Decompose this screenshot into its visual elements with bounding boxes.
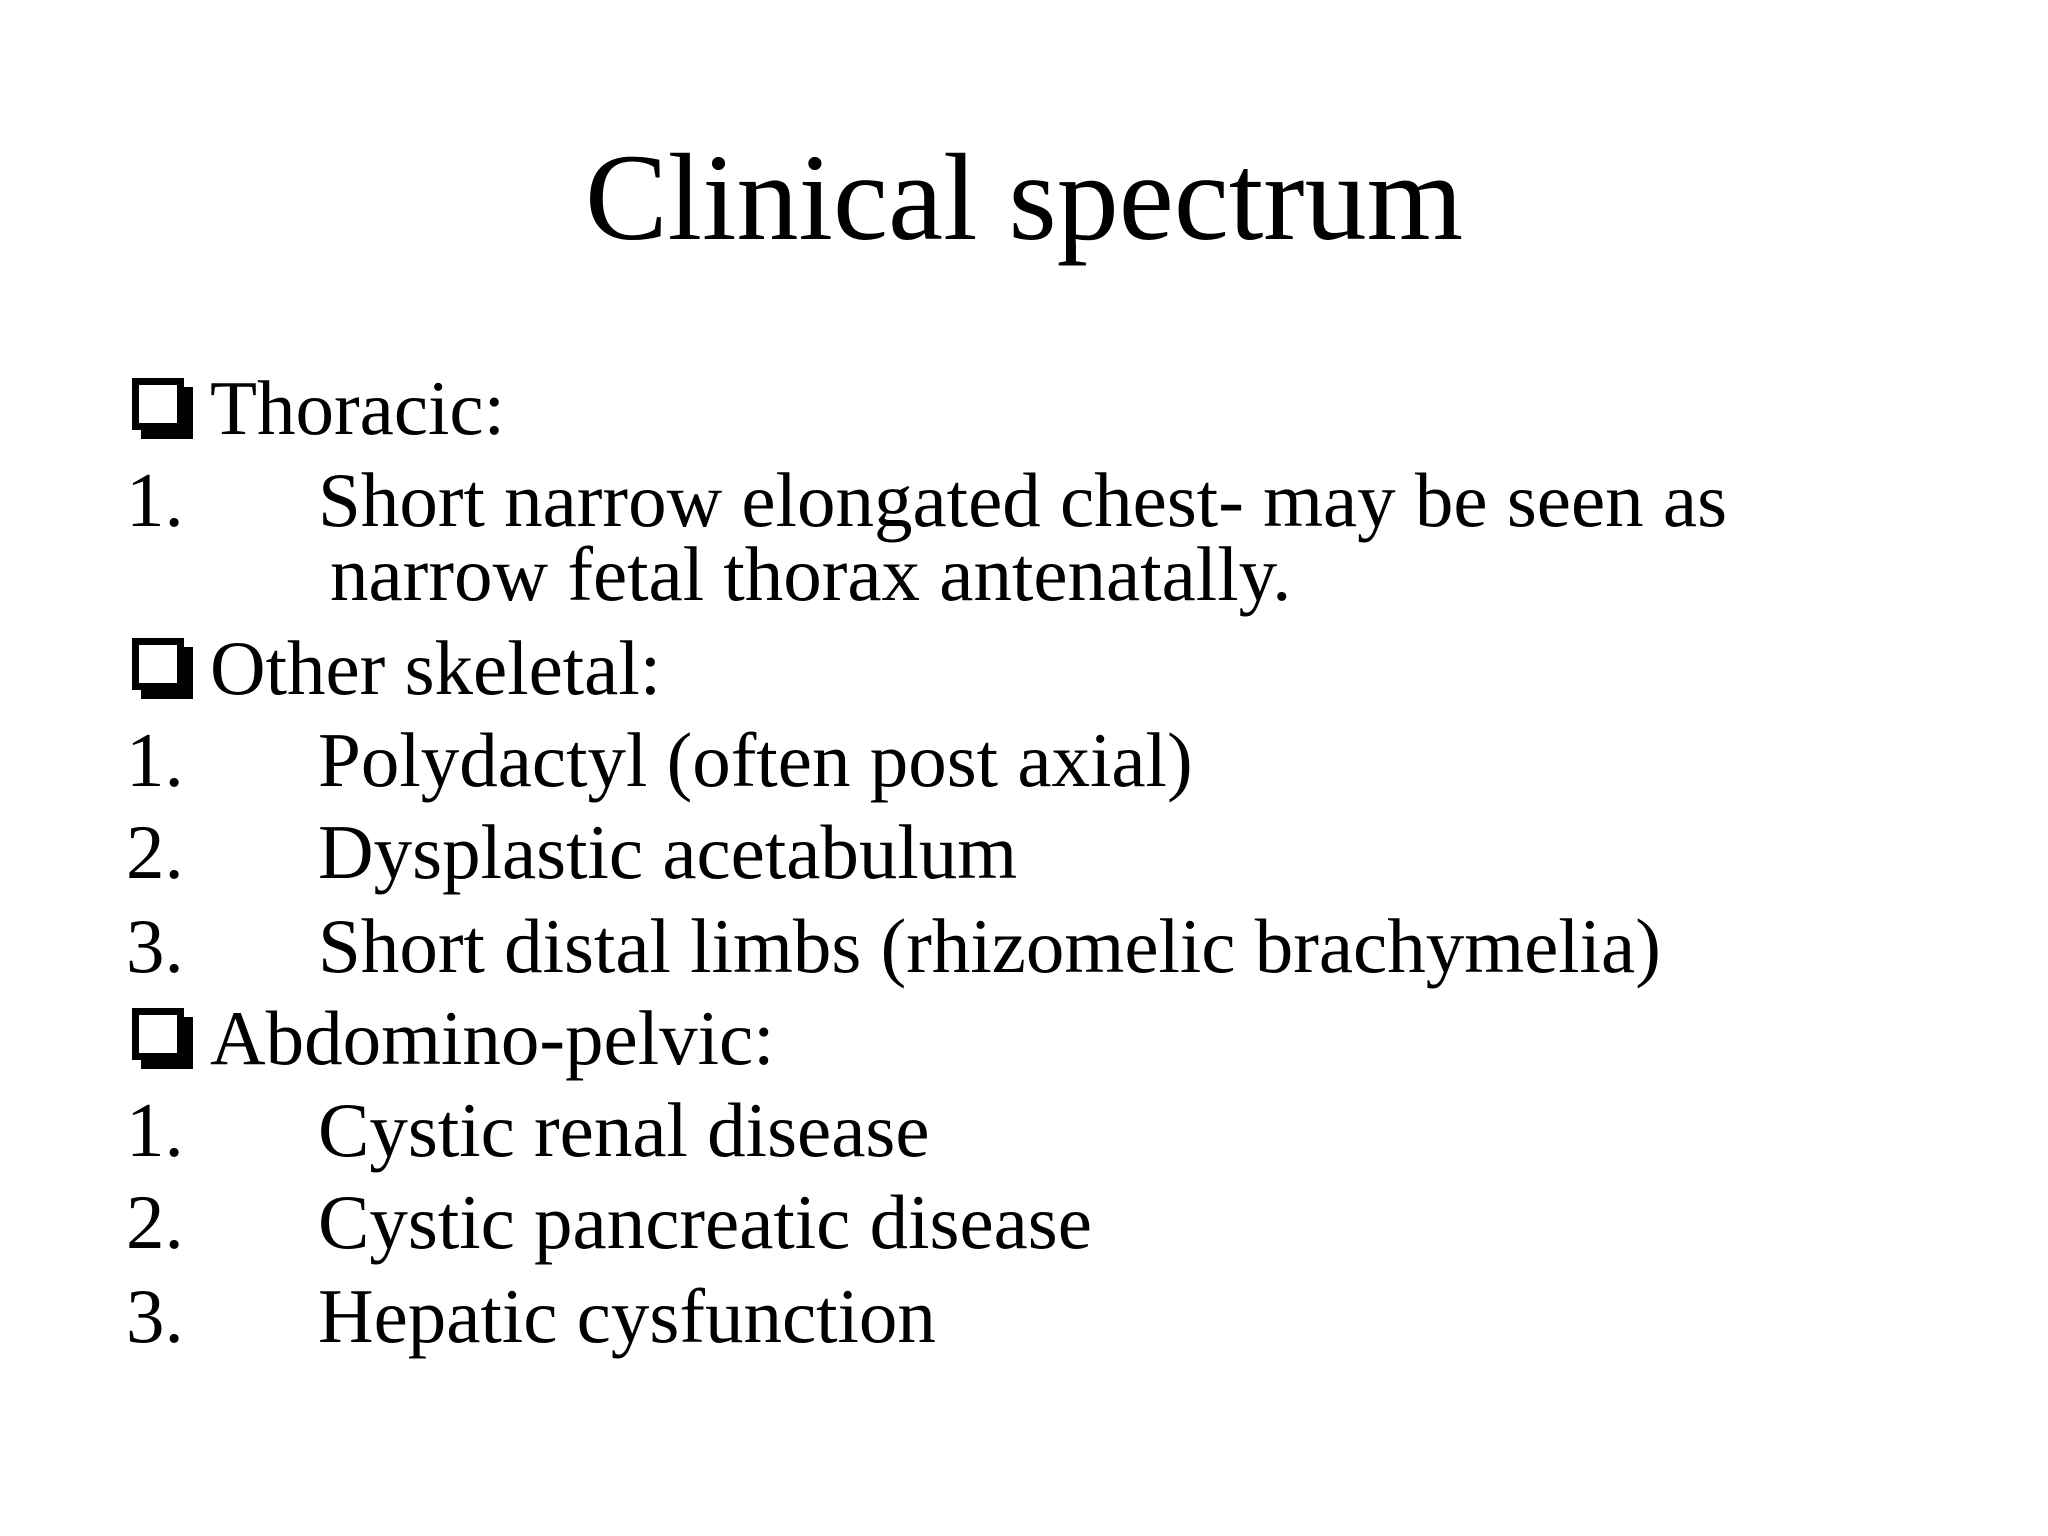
list-item-text: Short narrow elongated chest- may be seen as <box>318 457 1728 543</box>
section-heading-label: Other skeletal: <box>210 625 662 711</box>
checkbox-square-icon <box>132 1008 184 1060</box>
list-item-number: 3. <box>126 903 184 989</box>
checkbox-square-icon <box>132 638 184 690</box>
section-heading-label: Thoracic: <box>210 365 505 451</box>
list-item-text: Polydactyl (often post axial) <box>318 717 1193 803</box>
section-heading-abdomino-pelvic <box>128 994 775 1082</box>
checkbox-square-icon <box>132 378 184 430</box>
list-item-number: 1. <box>126 1087 184 1173</box>
list-item-number: 1. <box>126 457 184 543</box>
list-item-number: 2. <box>126 1179 184 1265</box>
list-item-text: Dysplastic acetabulum <box>318 809 1018 895</box>
list-item-text: Cystic pancreatic disease <box>318 1179 1092 1265</box>
list-item-text: Hepatic cysfunction <box>318 1273 936 1359</box>
section-heading-label: Abdomino-pelvic: <box>210 995 775 1081</box>
list-item-number: 1. <box>126 717 184 803</box>
section-heading-other-skeletal <box>128 624 661 712</box>
list-item-text: Cystic renal disease <box>318 1087 930 1173</box>
list-item-number: 2. <box>126 809 184 895</box>
list-item-text: Short distal limbs (rhizomelic brachymelia) <box>318 903 1661 989</box>
slide-title: Clinical spectrum <box>584 129 1464 266</box>
list-item-continuation-text: narrow fetal thorax antenatally. <box>330 531 1292 617</box>
section-heading-thoracic <box>128 364 505 452</box>
list-item-number: 3. <box>126 1273 184 1359</box>
